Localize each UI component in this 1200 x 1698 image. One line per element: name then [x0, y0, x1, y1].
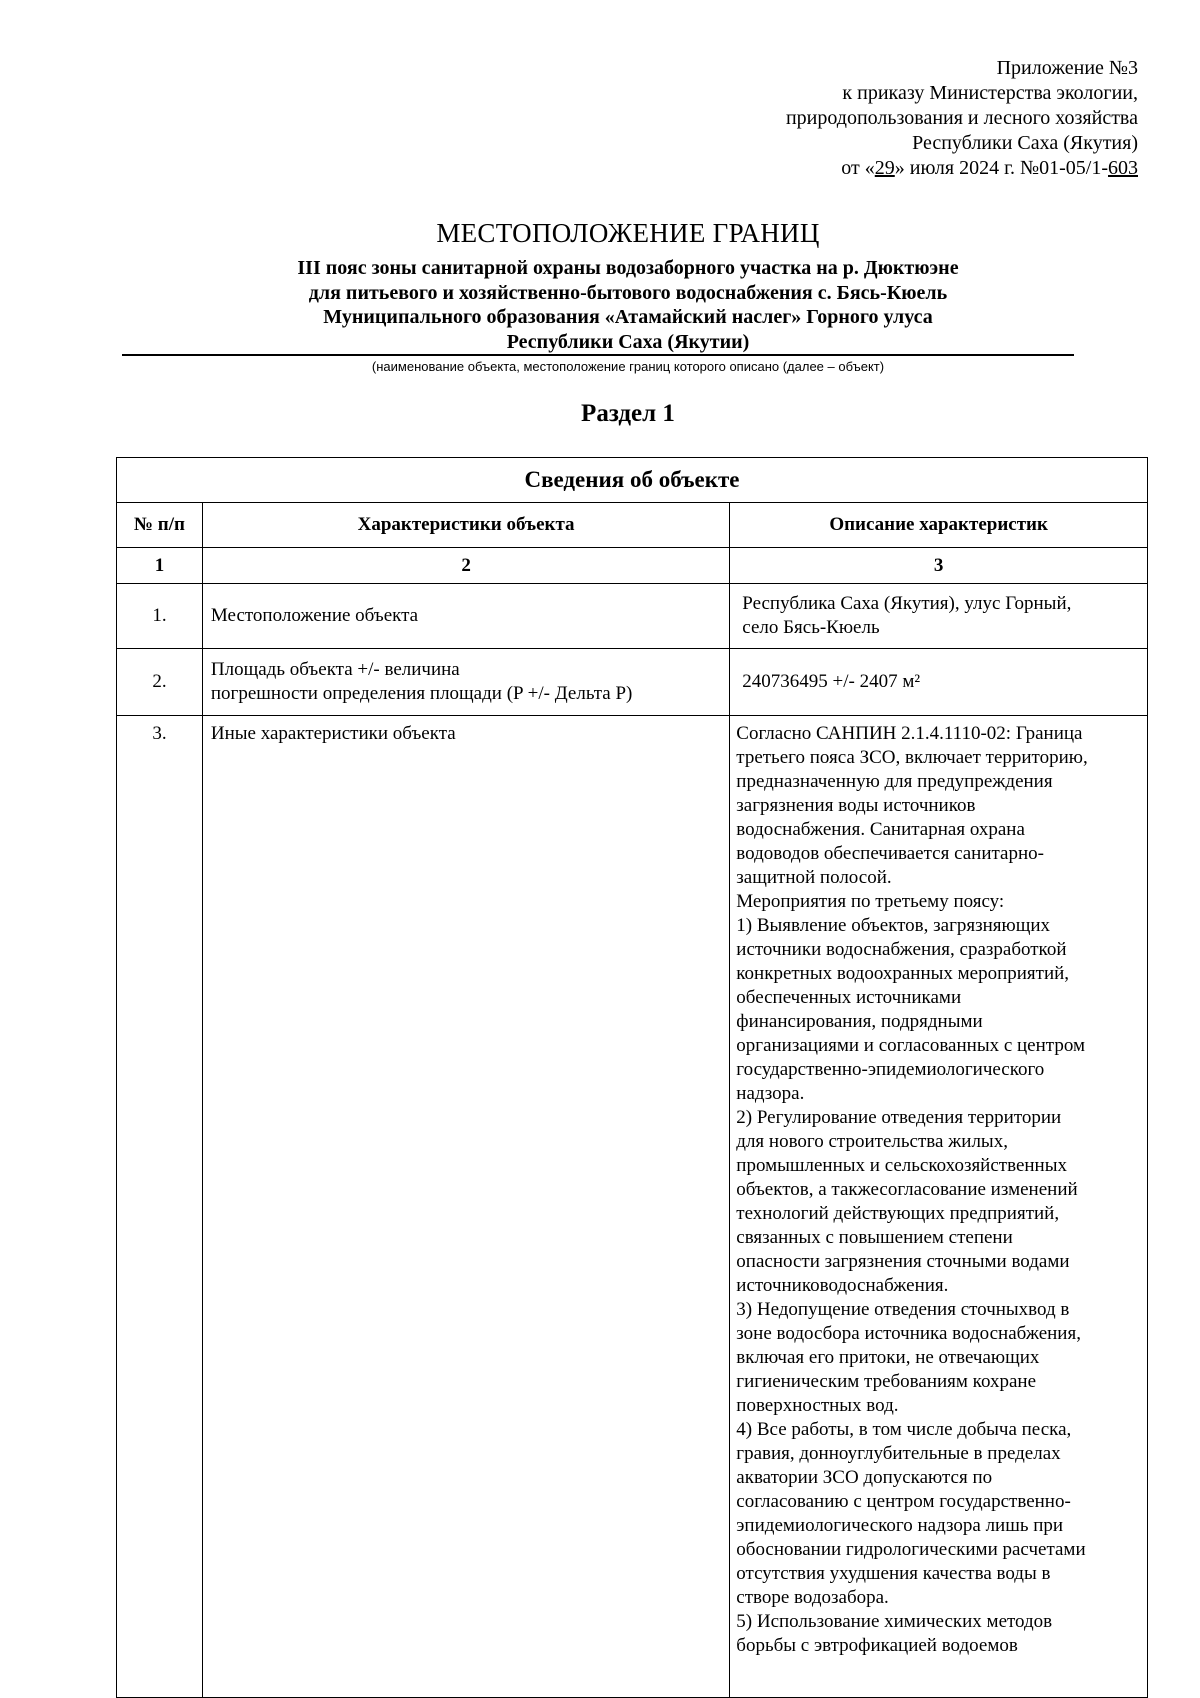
- description-line: 4) Все работы, в том числе добыча песка,: [736, 1419, 1072, 1440]
- row-characteristic: Иные характеристики объекта: [202, 716, 729, 1698]
- appendix-date-line: [438, 156, 1138, 181]
- description-line: третьего пояса ЗСО, включает территорию,: [736, 747, 1088, 768]
- description-line: эпидемиологического надзора лишь при: [736, 1515, 1064, 1536]
- row-number: 2.: [117, 649, 203, 716]
- description-line: надзора.: [736, 1083, 805, 1104]
- appendix-line: природопользования и лесного хозяйства: [785, 107, 1138, 129]
- description-line: организациями и согласованных с центром: [736, 1035, 1085, 1056]
- description-line: акватории ЗСО допускаются по: [736, 1467, 993, 1488]
- row-number: 1.: [117, 584, 203, 649]
- row-description: [730, 716, 1148, 1698]
- table-row: [117, 716, 1148, 1698]
- description-line: защитной полосой.: [736, 867, 892, 888]
- document-subtitle: [0, 256, 1200, 354]
- description-line: Республика Саха (Якутия), улус Горный,: [742, 593, 1072, 614]
- description-line: обосновании гидрологическими расчетами: [736, 1539, 1086, 1560]
- description-line: створе водозабора.: [736, 1587, 889, 1608]
- description-line: финансирования, подрядными: [736, 1011, 983, 1032]
- description-line: 1) Выявление объектов, загрязняющих: [736, 915, 1051, 936]
- table-row: [117, 649, 1148, 716]
- column-number: 2: [202, 548, 729, 584]
- description-line: предназначенную для предупреждения: [736, 771, 1053, 792]
- header-description: Описание характеристик: [730, 503, 1148, 548]
- description-line: 5) Использование химических методов: [736, 1611, 1053, 1632]
- description-line: гравия, донноуглубительные в пределах: [736, 1443, 1061, 1464]
- document-title: МЕСТОПОЛОЖЕНИЕ ГРАНИЦ: [436, 218, 820, 248]
- header-number: № п/п: [117, 503, 203, 548]
- row-characteristic: [202, 649, 729, 716]
- table-row: [117, 584, 1148, 649]
- description-line: зоне водосбора источника водоснабжения,: [736, 1323, 1081, 1344]
- subtitle-line: Республики Саха (Якутии): [506, 330, 750, 353]
- characteristic-line: Площадь объекта +/- величина: [210, 659, 460, 680]
- description-line: Согласно САНПИН 2.1.4.1110-02: Граница: [736, 723, 1083, 744]
- description-line: источниководоснабжения.: [736, 1275, 949, 1296]
- description-line: связанных с повышением степени: [736, 1227, 1013, 1248]
- object-name-note: (наименование объекта, местоположение границ которого описано (далее – объект): [371, 359, 885, 374]
- description-line: водоснабжения. Санитарная охрана: [736, 819, 1025, 840]
- appendix-date-prefix: от «: [841, 157, 875, 179]
- appendix-day: 29: [874, 157, 895, 179]
- appendix-line: к приказу Министерства экологии,: [842, 82, 1138, 104]
- characteristic-line: погрешности определения площади (P +/- Дельта P): [210, 683, 633, 704]
- description-line: государственно-эпидемиологического: [736, 1059, 1045, 1080]
- description-line: поверхностных вод.: [736, 1395, 899, 1416]
- subtitle-line: Муниципального образования «Атамайский наслег» Горного улуса: [323, 306, 933, 328]
- subtitle-line: III пояс зоны санитарной охраны водозаборного участка на р. Дюктюэне: [297, 257, 959, 279]
- description-line: для нового строительства жилых,: [736, 1131, 1008, 1152]
- description-line: объектов, а такжесогласование изменений: [736, 1179, 1078, 1200]
- description-line: опасности загрязнения сточными водами: [736, 1251, 1070, 1272]
- appendix-line: Республики Саха (Якутия): [912, 132, 1138, 154]
- description-line: гигиеническим требованиям кохране: [736, 1371, 1037, 1392]
- description-line: 3) Недопущение отведения сточныхвод в: [736, 1299, 1070, 1320]
- row-characteristic: Местоположение объекта: [202, 584, 729, 649]
- description-line: Мероприятия по третьему поясу:: [736, 891, 1005, 912]
- appendix-order-number: 603: [1108, 157, 1138, 179]
- description-line: 2) Регулирование отведения территории: [736, 1107, 1062, 1128]
- description-line: загрязнения воды источников: [736, 795, 976, 816]
- description-line: водоводов обеспечивается санитарно-: [736, 843, 1044, 864]
- appendix-date-middle: » июля 2024 г. №01-05/1-: [894, 157, 1108, 179]
- description-line: промышленных и сельскохозяйственных: [736, 1155, 1067, 1176]
- row-number: 3.: [117, 716, 203, 1698]
- object-info-table: [116, 457, 1148, 1698]
- column-number: 3: [730, 548, 1148, 584]
- title-underline: [122, 354, 1074, 356]
- description-line: согласованию с центром государственно-: [736, 1491, 1071, 1512]
- column-number: 1: [117, 548, 203, 584]
- description-line: включая его притоки, не отвечающих: [736, 1347, 1040, 1368]
- appendix-block: [438, 56, 1138, 181]
- subtitle-line: для питьевого и хозяйственно-бытового водоснабжения с. Бясь-Кюель: [308, 281, 948, 304]
- description-line: обеспеченных источниками: [736, 987, 962, 1008]
- section-heading: Раздел 1: [581, 400, 675, 427]
- description-line: отсутствия ухудшения качества воды в: [736, 1563, 1051, 1584]
- table-title: Сведения об объекте: [117, 458, 1148, 503]
- description-line: конкретных водоохранных мероприятий,: [736, 963, 1070, 984]
- row-description: [730, 584, 1148, 649]
- row-description: 240736495 +/- 2407 м²: [730, 649, 1148, 716]
- description-line: источники водоснабжения, сразработкой: [736, 939, 1067, 960]
- header-characteristics: Характеристики объекта: [202, 503, 729, 548]
- description-line: технологий действующих предприятий,: [736, 1203, 1060, 1224]
- description-line: борьбы с эвтрофикацией водоемов: [736, 1635, 1018, 1656]
- description-line: село Бясь-Кюель: [742, 617, 880, 638]
- appendix-line: Приложение №3: [996, 57, 1138, 79]
